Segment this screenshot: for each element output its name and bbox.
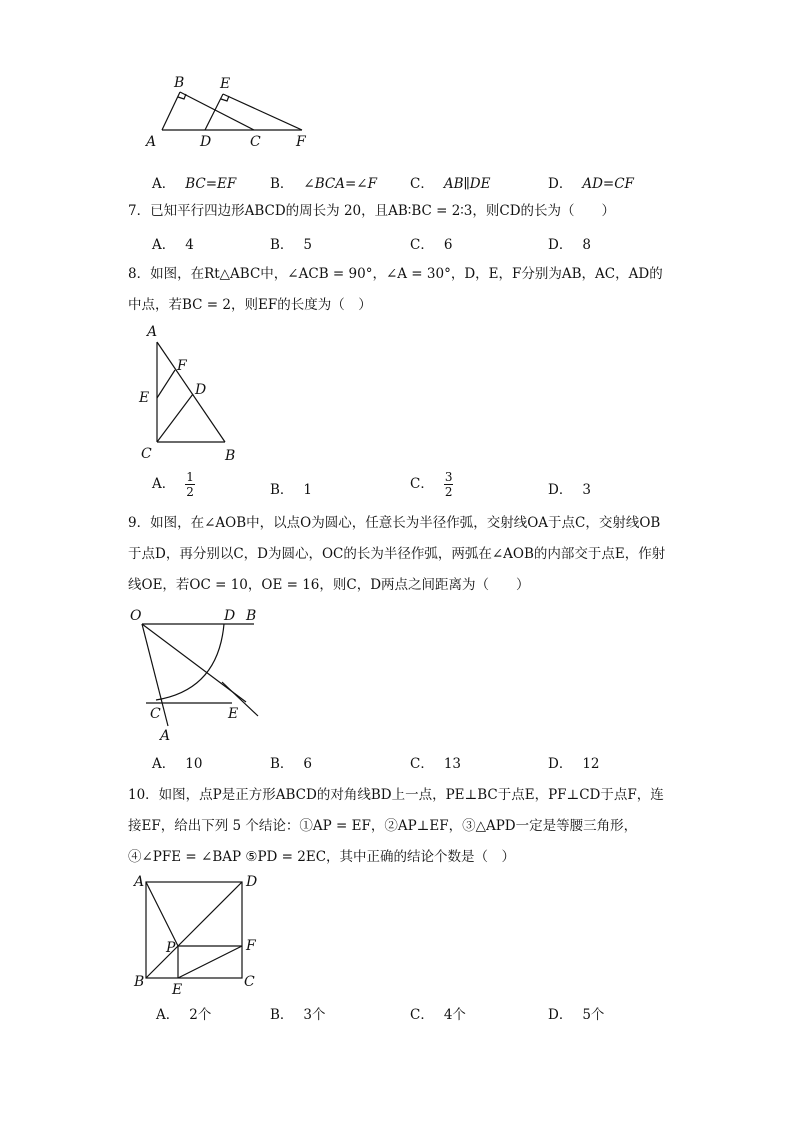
q7-option-c[interactable]: C． 6 <box>410 237 453 253</box>
q9-option-d[interactable]: D． 12 <box>548 756 600 772</box>
q10-option-b[interactable]: B． 3个 <box>270 1007 326 1023</box>
q10-label-d: D <box>246 874 258 890</box>
q8-text: 8．如图，在Rt△ABC中，∠ACB = 90°，∠A = 30°，D，E，F分别为AB，AC，AD的中点，若BC = 2，则EF的长度为（ ） <box>128 266 663 313</box>
q10-options <box>152 1003 672 1027</box>
q6-option-d[interactable]: D． AD=CF <box>548 176 634 192</box>
q8-label-a: A <box>147 324 158 340</box>
q6-label-c: C <box>250 134 261 150</box>
q6-option-a[interactable]: A． BC=EF <box>152 176 237 192</box>
q10-option-c[interactable]: C． 4个 <box>410 1007 466 1023</box>
q8-label-b: B <box>225 448 236 464</box>
q6-figure <box>140 72 320 152</box>
q7-option-d[interactable]: D． 8 <box>548 237 591 253</box>
q7-text: 7．已知平行四边形ABCD的周长为 20，且AB∶BC = 2∶3，则CD的长为（ ） <box>128 203 616 219</box>
q6-option-c[interactable]: C． AB∥DE <box>410 176 491 192</box>
q7-option-a[interactable]: A． 4 <box>152 237 194 253</box>
q8-fraction-a: $\frac{1}{2}$ <box>186 470 194 499</box>
q10-figure <box>130 872 270 1000</box>
q9-label-o: O <box>130 608 142 624</box>
q6-label-d: D <box>200 134 212 150</box>
q8-options <box>152 470 672 504</box>
q8-option-b[interactable]: B． 1 <box>270 482 313 498</box>
q8-fraction-c: $\frac{3}{2}$ <box>444 470 453 499</box>
q6-label-b: B <box>174 75 185 91</box>
q8-label-f: F <box>177 358 187 374</box>
q9-figure <box>128 604 268 746</box>
q6-label-f: F <box>296 134 306 150</box>
q6-label-a: A <box>146 134 157 150</box>
q7-option-b[interactable]: B． 5 <box>270 237 313 253</box>
q10-label-a: A <box>134 874 145 890</box>
q9-label-e: E <box>228 706 239 722</box>
q10-label-f: F <box>246 938 256 954</box>
q9-option-a[interactable]: A． 10 <box>152 756 203 772</box>
q9-label-c: C <box>150 706 161 722</box>
q8-figure <box>135 318 245 466</box>
q8-option-a[interactable]: A． $\frac{1}{2}$ <box>152 470 194 499</box>
q9-option-b[interactable]: B． 6 <box>270 756 313 772</box>
q10-label-e: E <box>172 982 183 998</box>
q8-label-c: C <box>141 446 152 462</box>
q8-option-c[interactable]: C． $\frac{3}{2}$ <box>410 470 453 499</box>
q9-text: 9．如图，在∠AOB中，以点O为圆心，任意长为半径作弧，交射线OA于点C，交射线OB于点D，再分别以C，D为圆心，OC的长为半径作弧，两弧在∠AOB的内部交于点E，作射线OE，若OC = 10，OE = 16，则C，D两点之间距离为（ ） <box>128 515 666 593</box>
q8-label-d: D <box>195 382 207 398</box>
q9-label-a: A <box>160 728 171 744</box>
q10-label-p: P <box>166 940 176 956</box>
q9-options <box>152 752 672 776</box>
q9-option-c[interactable]: C． 13 <box>410 756 462 772</box>
q6-label-e: E <box>220 76 231 92</box>
q10-label-c: C <box>244 974 255 990</box>
q10-option-a[interactable]: A． 2个 <box>156 1007 212 1023</box>
q8-label-e: E <box>139 390 150 406</box>
q9-label-b: B <box>246 608 257 624</box>
q6-option-b[interactable]: B． ∠BCA=∠F <box>270 176 377 192</box>
q9-label-d: D <box>224 608 236 624</box>
q6-options <box>152 172 672 196</box>
q7-options <box>152 233 672 257</box>
q10-label-b: B <box>134 974 145 990</box>
q10-option-d[interactable]: D． 5个 <box>548 1007 605 1023</box>
q10-text: 10．如图，点P是正方形ABCD的对角线BD上一点，PE⊥BC于点E，PF⊥CD于点F，连接EF，给出下列 5 个结论：①AP = EF，②AP⊥EF，③△APD一定是等腰三角形，④∠PFE = ∠BAP ⑤PD = 2EC，其中正确的结论个数是（ ） <box>128 787 664 865</box>
q8-option-d[interactable]: D． 3 <box>548 482 591 498</box>
